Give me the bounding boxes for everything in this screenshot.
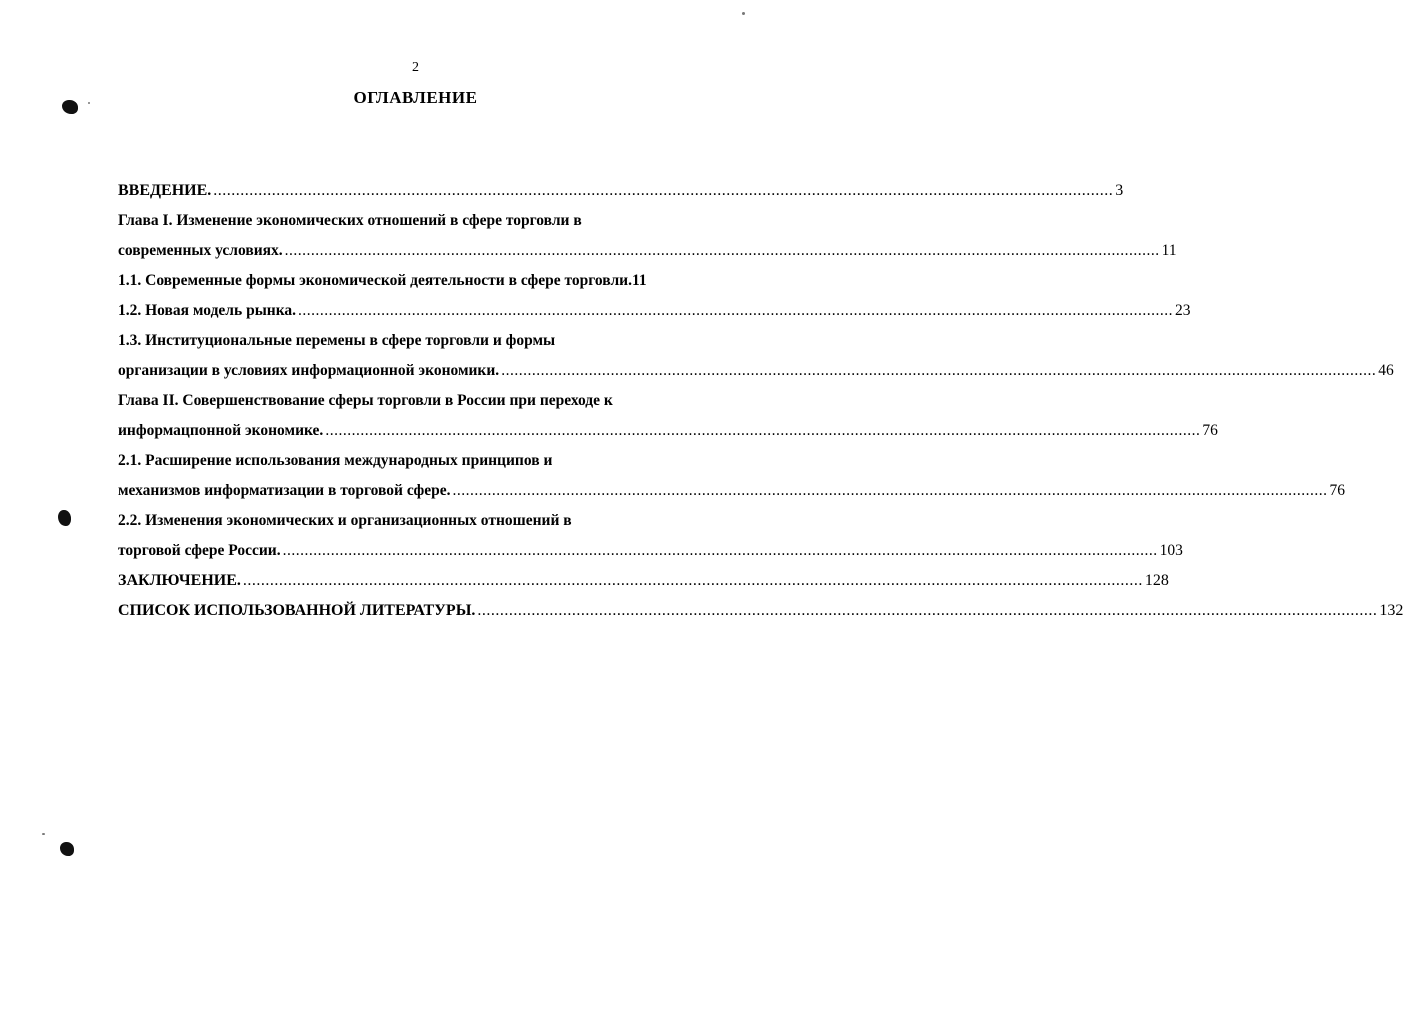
toc-entry-section-1-3-line-1[interactable]: 1.3. Институциональные перемены в сфере торговли и формы xyxy=(118,332,556,349)
toc-entry-introduction[interactable]: ВВЕДЕНИЕ. ..... 3 xyxy=(118,176,714,206)
table-of-contents xyxy=(118,176,1403,626)
leader-dots xyxy=(298,296,1173,326)
leader-dots xyxy=(477,596,1377,626)
toc-page-number: 76 xyxy=(1202,422,1218,439)
page-title: ОГЛАВЛЕНИЕ xyxy=(353,88,478,107)
leader-dots xyxy=(285,236,1160,266)
toc-page-number: 11 xyxy=(1161,242,1177,259)
toc-entry-chapter-1-line-2[interactable]: современных условиях. ..... 11 xyxy=(118,236,714,266)
leader-dots xyxy=(325,416,1200,446)
toc-page-number: 132 xyxy=(1379,602,1403,619)
scan-smudge-top xyxy=(62,100,78,114)
toc-page-number: 11 xyxy=(631,272,647,289)
leader-dots xyxy=(283,536,1158,566)
toc-page-number: 103 xyxy=(1159,542,1183,559)
toc-page-number: 3 xyxy=(1115,182,1124,199)
toc-entry-section-1-3-line-2[interactable]: организации в условиях информационной экономики. ..... 46 xyxy=(118,356,714,386)
toc-entry-section-2-2-line-2[interactable]: торговой сфере России. ..... 103 xyxy=(118,536,714,566)
toc-entry-chapter-2-line-1[interactable]: Глава II. Совершенствование сферы торговли в России при переходе к xyxy=(118,392,613,409)
leader-dots xyxy=(453,476,1328,506)
toc-entry-section-1-1[interactable]: 1.1. Современные формы экономической деятельности в сфере торговли. 11 xyxy=(118,266,714,296)
scan-speck xyxy=(88,102,90,104)
toc-entry-chapter-2-line-2[interactable]: информацпонной экономике. ..... 76 xyxy=(118,416,714,446)
scan-speck xyxy=(742,12,745,15)
leader-dots xyxy=(213,176,1113,206)
page-number: 2 xyxy=(412,60,419,75)
toc-entry-section-2-2-line-1[interactable]: 2.2. Изменения экономических и организационных отношений в xyxy=(118,512,572,529)
scan-smudge-middle xyxy=(58,510,71,526)
toc-page-number: 76 xyxy=(1329,482,1345,499)
toc-entry-chapter-1-line-1[interactable]: Глава I. Изменение экономических отношений в сфере торговли в xyxy=(118,212,582,229)
toc-entry-bibliography[interactable]: СПИСОК ИСПОЛЬЗОВАННОЙ ЛИТЕРАТУРЫ. ..... 132 xyxy=(118,596,714,626)
toc-page-number: 46 xyxy=(1378,362,1394,379)
leader-dots xyxy=(501,356,1376,386)
toc-page-number: 128 xyxy=(1144,572,1169,589)
scan-speck xyxy=(42,833,45,835)
leader-dots xyxy=(243,566,1143,596)
toc-page-number: 23 xyxy=(1175,302,1191,319)
toc-entry-section-1-2[interactable]: 1.2. Новая модель рынка. ..... 23 xyxy=(118,296,714,326)
toc-entry-conclusion[interactable]: ЗАКЛЮЧЕНИЕ. ..... 128 xyxy=(118,566,714,596)
scan-smudge-bottom xyxy=(60,842,74,856)
toc-entry-section-2-1-line-1[interactable]: 2.1. Расширение использования международных принципов и xyxy=(118,452,553,469)
toc-entry-section-2-1-line-2[interactable]: механизмов информатизации в торговой сфере. ..... 76 xyxy=(118,476,714,506)
